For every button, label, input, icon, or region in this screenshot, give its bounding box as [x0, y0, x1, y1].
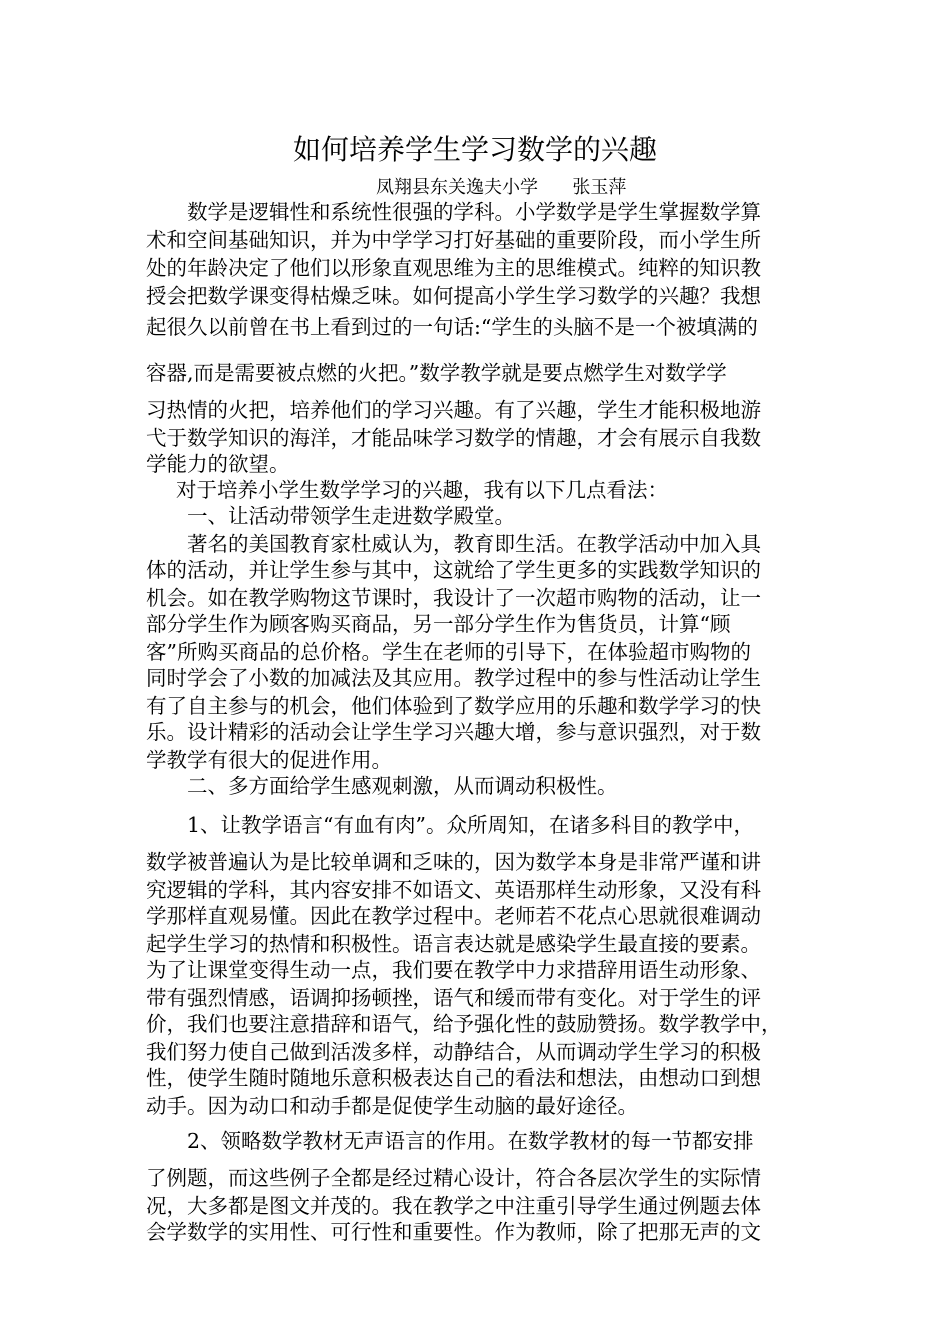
author-byline: 凤翔县东关逸夫小学 张玉萍 — [376, 177, 627, 198]
paragraph-line: 为了让课堂变得生动一点，我们要在教学中力求措辞用语生动形象、 — [146, 958, 761, 982]
paragraph-line: 学能力的欲望。 — [146, 452, 290, 476]
paragraph-line: 会学数学的实用性、可行性和重要性。作为教师，除了把那无声的文 — [146, 1220, 761, 1244]
paragraph-line: 乐。设计精彩的活动会让学生学习兴趣大增，参与意识强烈，对于数 — [146, 720, 761, 744]
paragraph-line: 客”所购买商品的总价格。学生在老师的引导下，在体验超市购物的 — [146, 640, 751, 664]
paragraph-line: 学那样直观易懂。因此在教学过程中。老师若不花点心思就很难调动 — [146, 904, 761, 928]
paragraph-line: 带有强烈情感，语调抑扬顿挫，语气和缓而带有变化。对于学生的评 — [146, 986, 761, 1010]
paragraph-line: 起学生学习的热情和积极性。语言表达就是感染学生最直接的要素。 — [146, 932, 761, 956]
paragraph-line: 况，大多都是图文并茂的。我在教学之中注重引导学生通过例题去体 — [146, 1194, 761, 1218]
section-heading: 一、让活动带领学生走进数学殿堂。 — [187, 504, 515, 528]
paragraph-line: 了例题，而这些例子全都是经过精心设计，符合各层次学生的实际情 — [146, 1166, 761, 1190]
paragraph-line: 机会。如在教学购物这节课时，我设计了一次超市购物的活动，让一 — [146, 586, 761, 610]
paragraph-line: 价，我们也要注意措辞和语气，给予强化性的鼓励赞扬。数学教学中， — [146, 1012, 782, 1036]
paragraph-line: 动手。因为动口和动手都是促使学生动脑的最好途径。 — [146, 1094, 638, 1118]
paragraph-line: 我们努力使自己做到活泼多样，动静结合，从而调动学生学习的积极 — [146, 1040, 761, 1064]
paragraph-line: 性，使学生随时随地乐意积极表达自己的看法和想法，由想动口到想 — [146, 1066, 761, 1090]
paragraph-line: 究逻辑的学科，其内容安排不如语文、英语那样生动形象，又没有科 — [146, 878, 761, 902]
paragraph-line: 数学被普遍认为是比较单调和乏味的，因为数学本身是非常严谨和讲 — [146, 850, 761, 874]
paragraph-line: 部分学生作为顾客购买商品，另一部分学生作为售货员，计算“顾 — [146, 612, 731, 636]
paragraph-line: 体的活动，并让学生参与其中，这就给了学生更多的实践数学知识的 — [146, 558, 761, 582]
paragraph-line: 学教学有很大的促进作用。 — [146, 748, 392, 772]
paragraph-line: 同时学会了小数的加减法及其应用。教学过程中的参与性活动让学生 — [146, 666, 761, 690]
section-heading: 二、多方面给学生感观刺激，从而调动积极性。 — [187, 774, 618, 798]
paragraph-line: 2、领略数学教材无声语言的作用。在数学教材的每一节都安排 — [187, 1129, 754, 1153]
paragraph-line: 有了自主参与的机会，他们体验到了数学应用的乐趣和数学学习的快 — [146, 694, 761, 718]
paragraph-line: 容器,而是需要被点燃的火把。”数学教学就是要点燃学生对数学学 — [146, 361, 727, 385]
document-title: 如何培养学生学习数学的兴趣 — [292, 133, 657, 166]
paragraph-line: 起很久以前曾在书上看到过的一句话:“学生的头脑不是一个被填满的 — [146, 315, 758, 339]
paragraph-line: 数学是逻辑性和系统性很强的学科。小学数学是学生掌握数学算 — [187, 200, 761, 224]
paragraph-line: 习热情的火把，培养他们的学习兴趣。有了兴趣，学生才能积极地游 — [146, 398, 761, 422]
paragraph-line: 处的年龄决定了他们以形象直观思维为主的思维模式。纯粹的知识教 — [146, 256, 761, 280]
paragraph-line: 弋于数学知识的海洋，才能品味学习数学的情趣，才会有展示自我数 — [146, 426, 761, 450]
paragraph-line: 著名的美国教育家杜威认为，教育即生活。在教学活动中加入具 — [187, 532, 761, 556]
paragraph-line: 1、让教学语言“有血有肉”。众所周知，在诸多科目的教学中， — [187, 813, 755, 837]
paragraph-line: 授会把数学课变得枯燥乏味。如何提高小学生学习数学的兴趣？我想 — [146, 284, 761, 308]
paragraph-line: 术和空间基础知识，并为中学学习打好基础的重要阶段，而小学生所 — [146, 228, 761, 252]
paragraph-line: 对于培养小学生数学学习的兴趣，我有以下几点看法： — [176, 478, 668, 502]
